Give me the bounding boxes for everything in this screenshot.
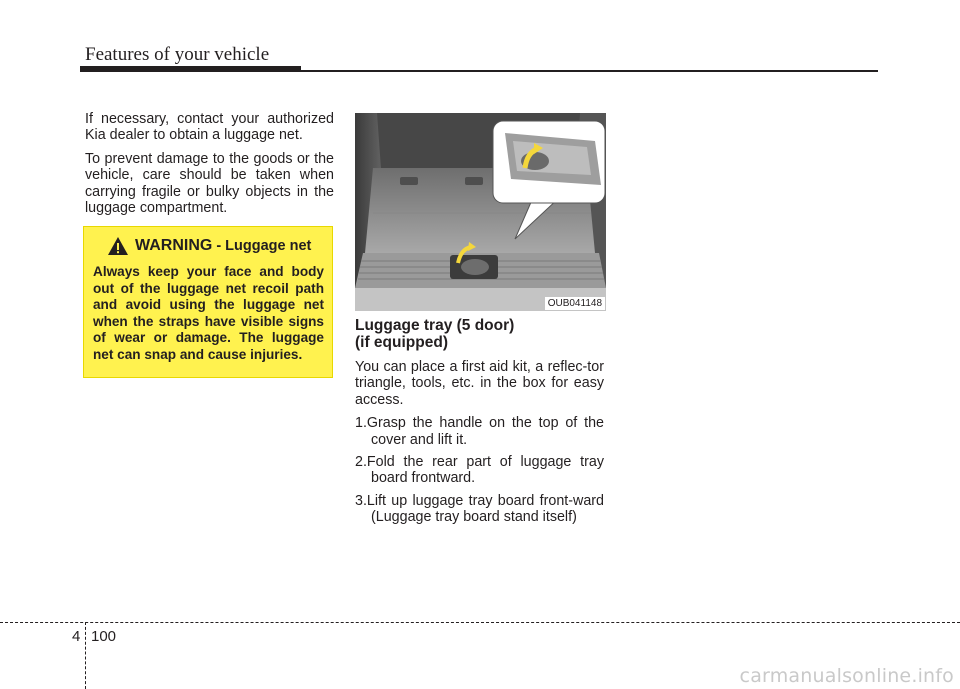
section-title <box>355 317 604 351</box>
step-list <box>355 415 604 525</box>
step-item: 1.Grasp the handle on the top of the cover and lift it. <box>355 415 604 448</box>
footer-divider <box>0 622 960 623</box>
paragraph: To prevent damage to the goods or the vehicle, care should be taken when carrying fragile or bulky objects in the luggage compartment. <box>85 150 334 217</box>
warning-label: WARNING <box>135 237 213 254</box>
right-column <box>355 317 604 532</box>
section-title-line: (if equipped) <box>355 334 448 351</box>
luggage-tray-figure <box>355 113 606 311</box>
paragraph: If necessary, contact your authorized Kia dealer to obtain a luggage net. <box>85 111 334 144</box>
section-intro: You can place a first aid kit, a reflec-tor triangle, tools, etc. in the box for easy access. <box>355 359 604 408</box>
step-item: 3.Lift up luggage tray board front-ward (Luggage tray board stand itself) <box>355 492 604 526</box>
page-number: 100 <box>91 628 117 645</box>
step-item: 2.Fold the rear part of luggage tray board frontward. <box>355 454 604 487</box>
section-title-line: Luggage tray (5 door) <box>355 317 515 334</box>
warning-box <box>83 226 333 378</box>
chapter-number: 4 <box>72 628 81 645</box>
left-column <box>85 111 334 223</box>
footer-vertical-divider <box>85 622 86 689</box>
figure-caption: OUB041148 <box>545 297 605 310</box>
warning-subtitle: - Luggage net <box>216 238 312 254</box>
header-title: Features of your vehicle <box>85 44 270 65</box>
luggage-compartment-illustration <box>355 113 606 311</box>
header-rule-thin <box>80 70 878 72</box>
warning-text: Always keep your face and body out of the luggage net recoil path and avoid using the luggage net when the straps have visible signs of wear or damage. The luggage net can snap and cause injuries. <box>93 264 324 362</box>
warning-triangle-icon <box>107 236 129 256</box>
warning-header <box>93 234 324 258</box>
watermark: carmanualsonline.info <box>739 665 954 687</box>
